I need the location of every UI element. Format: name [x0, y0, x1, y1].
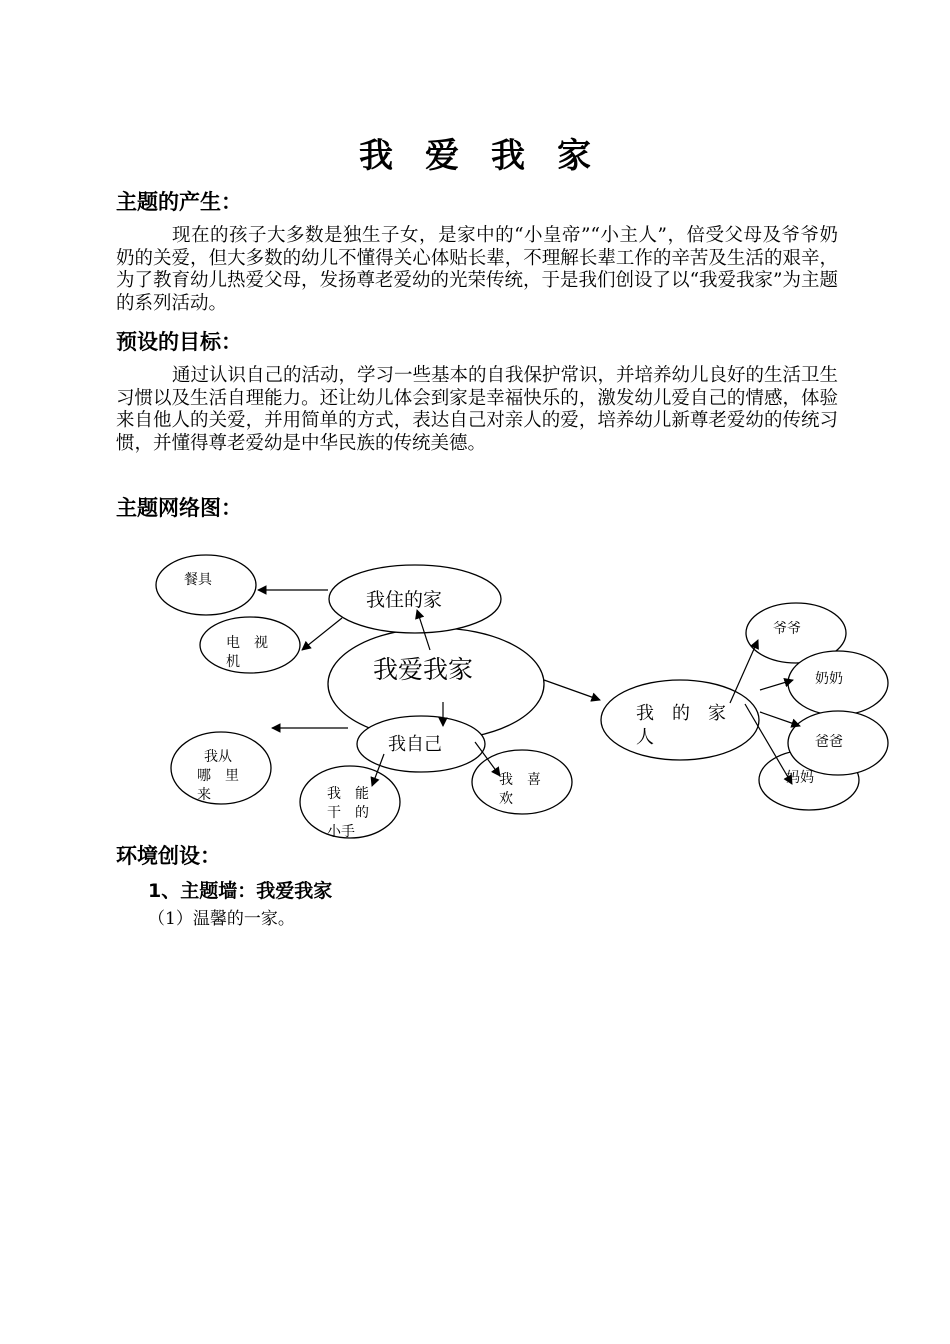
label-hands-line3: 小手: [327, 824, 355, 840]
label-grandma: 奶奶: [815, 671, 843, 687]
label-dad: 爸爸: [815, 734, 843, 750]
origin-paragraph: 现在的孩子大多数是独生子女，是家中的“小皇帝”“小主人”，倍受父母及爷爷奶奶的关爱，但大多数的幼儿不懂得关心体贴长辈，不理解长辈工作的辛苦及生活的艰辛，为了教育幼儿热爱父母，发扬尊老爱幼的光荣传统，于是我们创设了以“我爱我家”为主题的系列活动。: [116, 225, 838, 314]
label-origin-line3: 来: [197, 787, 211, 803]
goals-heading: 预设的目标：: [116, 330, 242, 354]
theme-wall-item: 1、主题墙：我爱我家: [148, 880, 333, 902]
environment-heading: 环境创设：: [116, 844, 221, 868]
theme-wall-subitem: （1）温馨的一家。: [148, 909, 295, 929]
arrow-to-family: [544, 680, 600, 700]
label-hands-line1: 我 能: [327, 786, 369, 802]
label-family-line1: 我 的 家: [636, 703, 726, 724]
arrow-to-tv: [302, 618, 342, 650]
label-like-line1: 我 喜: [499, 772, 541, 788]
label-hands-line2: 干 的: [327, 805, 369, 821]
title-char: 我: [359, 136, 393, 176]
origin-heading: 主题的产生：: [116, 190, 242, 214]
label-center: 我爱我家: [373, 655, 474, 684]
label-origin-line2: 哪 里: [197, 768, 239, 784]
network-heading: 主题网络图：: [116, 496, 242, 520]
label-family-line2: 人: [636, 727, 654, 748]
title-char: 爱: [425, 136, 459, 176]
page-title: [0, 128, 950, 177]
label-tableware: 餐具: [184, 572, 212, 588]
label-like-line2: 欢: [499, 791, 513, 807]
label-self: 我自己: [388, 734, 442, 755]
arrow-to-grandpa: [730, 640, 758, 703]
label-tv-line1: 电 视: [226, 635, 268, 651]
arrow-to-dad: [760, 712, 800, 726]
title-char: 家: [557, 136, 591, 176]
label-grandpa: 爷爷: [773, 621, 801, 637]
label-mom: 妈妈: [786, 770, 814, 786]
label-origin-line1: 我从: [204, 749, 232, 765]
theme-network-diagram: [0, 540, 950, 840]
label-house: 我住的家: [366, 589, 443, 611]
label-tv-line2: 机: [226, 654, 240, 670]
goals-paragraph: 通过认识自己的活动，学习一些基本的自我保护常识，并培养幼儿良好的生活卫生习惯以及生活自理能力。还让幼儿体会到家是幸福快乐的，激发幼儿爱自己的情感，体验来自他人的关爱，并用简单的方式，表达自己对亲人的爱，培养幼儿新尊老爱幼的传统习惯，并懂得尊老爱幼是中华民族的传统美德。: [116, 365, 839, 454]
title-char: 我: [491, 136, 525, 176]
